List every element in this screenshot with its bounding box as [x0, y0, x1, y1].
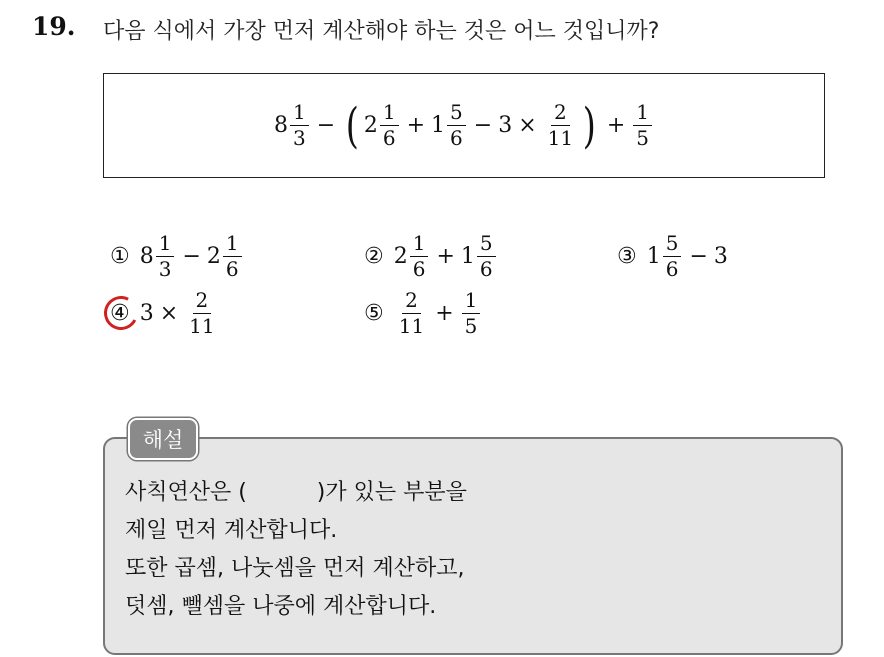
explanation-tab: 해설 [128, 418, 198, 460]
fraction-denominator: 6 [412, 257, 426, 281]
expression-box [103, 73, 825, 178]
fraction-numerator: 1 [462, 290, 481, 314]
choice-marker-1: ① [110, 244, 130, 269]
explanation-text [125, 474, 467, 626]
choice-marker-5: ⑤ [364, 301, 384, 326]
whole-number: 3 [713, 244, 728, 269]
fraction [477, 233, 496, 280]
fraction-numerator: 5 [663, 233, 682, 257]
fraction-denominator: 11 [547, 126, 574, 150]
open-paren: ( [345, 97, 360, 154]
fraction [186, 290, 217, 337]
fraction-denominator: 11 [189, 314, 215, 338]
fraction-denominator: 3 [292, 126, 306, 150]
choice-2[interactable] [364, 233, 498, 280]
fraction [462, 290, 481, 337]
whole-number: 1 [646, 244, 661, 269]
choice-2-expression [394, 233, 498, 280]
fraction-denominator: 5 [464, 314, 478, 338]
fraction [156, 233, 175, 280]
explanation-line: 제일 먼저 계산합니다. [125, 518, 338, 543]
fraction [410, 233, 429, 280]
fraction-numerator: 1 [156, 233, 175, 257]
close-paren: ) [582, 97, 597, 154]
explanation-line: 덧셈, 뺄셈을 나중에 계산합니다. [125, 594, 437, 619]
operator: + [435, 301, 454, 326]
expr-term3-whole: 1 [431, 113, 446, 138]
choice-marker-4-text: ④ [110, 301, 130, 326]
fraction-numerator: 1 [290, 102, 309, 126]
explanation-line: 또한 곱셈, 나눗셈을 먼저 계산하고, [125, 556, 465, 581]
fraction-numerator: 1 [410, 233, 429, 257]
question-number: 19. [32, 12, 76, 41]
fraction-numerator: 1 [633, 102, 652, 126]
question-text: 다음 식에서 가장 먼저 계산해야 하는 것은 어느 것입니까? [103, 19, 660, 44]
fraction-numerator: 2 [402, 290, 421, 314]
fraction-denominator: 6 [225, 257, 239, 281]
explanation-line: 사칙연산은 ( )가 있는 부분을 [125, 480, 467, 505]
fraction-numerator: 1 [380, 102, 399, 126]
choice-marker-4 [110, 301, 130, 326]
fraction-numerator: 1 [223, 233, 242, 257]
expr-term1-whole: 8 [273, 113, 288, 138]
expr-term4: 3 [498, 113, 513, 138]
operator: × [159, 301, 179, 326]
operator: − [182, 244, 201, 269]
fraction-denominator: 6 [665, 257, 679, 281]
expression [273, 97, 654, 154]
whole-number: 2 [206, 244, 221, 269]
fraction-numerator: 2 [551, 102, 570, 126]
choice-marker-3: ③ [617, 244, 637, 269]
choice-3[interactable] [617, 233, 728, 280]
fraction [396, 290, 427, 337]
fraction-denominator: 6 [450, 126, 463, 150]
choice-5-expression [394, 290, 483, 337]
fraction-denominator: 3 [158, 257, 172, 281]
whole-number: 3 [139, 301, 154, 326]
whole-number: 8 [139, 244, 154, 269]
whole-number: 1 [460, 244, 475, 269]
operator: − [689, 244, 708, 269]
choice-1[interactable] [110, 233, 244, 280]
fraction [223, 233, 242, 280]
expr-minus-op: − [316, 113, 336, 138]
expr-term2-fraction [380, 102, 399, 149]
fraction-denominator: 6 [479, 257, 493, 281]
choice-5[interactable] [364, 290, 482, 337]
choice-4[interactable] [110, 290, 220, 337]
whole-number: 2 [393, 244, 408, 269]
choice-3-expression [647, 233, 728, 280]
expr-term6-fraction [633, 102, 652, 149]
fraction-denominator: 5 [636, 126, 650, 150]
expr-times-op: × [518, 113, 537, 138]
choice-1-expression [140, 233, 244, 280]
expr-term3-fraction [447, 102, 466, 149]
expr-plus-op: + [406, 113, 426, 138]
fraction-denominator: 11 [398, 314, 425, 338]
expr-plus-op: + [606, 113, 626, 138]
fraction-numerator: 2 [193, 290, 212, 314]
expr-term5-fraction [545, 102, 576, 149]
operator: + [436, 244, 455, 269]
fraction [663, 233, 682, 280]
expr-minus-op: − [473, 113, 493, 138]
fraction-numerator: 5 [447, 102, 466, 126]
fraction-numerator: 5 [477, 233, 496, 257]
choice-4-expression [140, 290, 220, 337]
expr-term1-fraction [290, 102, 309, 149]
expr-term2-whole: 2 [363, 113, 378, 138]
choice-marker-2: ② [364, 244, 384, 269]
selection-circle [100, 292, 143, 335]
fraction-denominator: 6 [382, 126, 396, 150]
